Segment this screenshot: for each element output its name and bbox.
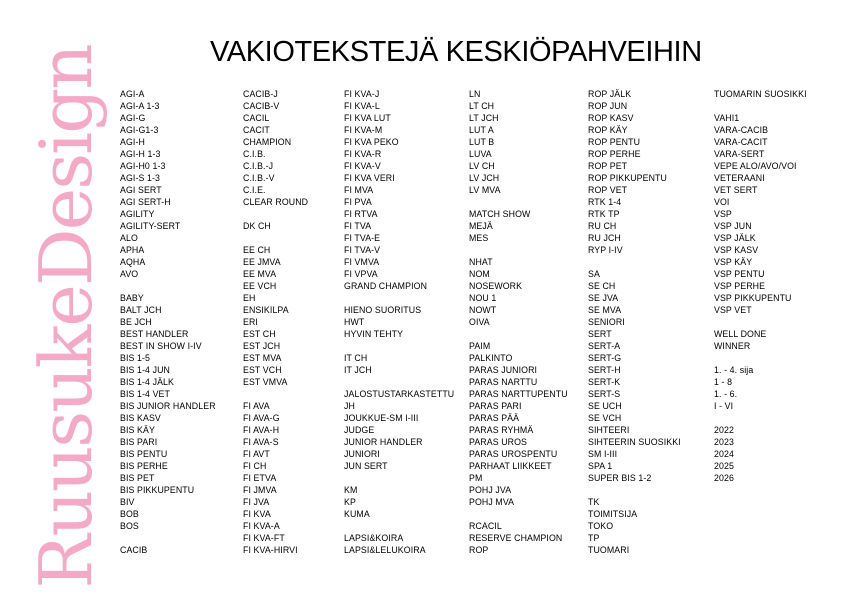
standard-text-item: AGI-G (120, 113, 146, 123)
standard-text-item: CACIT (243, 125, 270, 135)
standard-text-item: JUN SERT (344, 461, 388, 471)
standard-text-item: RESERVE CHAMPION (469, 533, 563, 543)
standard-text-item: LUT A (469, 125, 494, 135)
standard-text-item: PARAS PÄÄ (469, 413, 520, 423)
standard-text-item: TUOMARI (588, 545, 630, 555)
standard-text-item: SM I-III (588, 449, 618, 459)
standard-text-item: BIS PENTU (120, 449, 168, 459)
standard-text-item: RTK TP (588, 209, 620, 219)
standard-text-item: 1 - 8 (714, 377, 733, 387)
standard-text-item: TUOMARIN SUOSIKKI (714, 89, 807, 99)
standard-text-item (243, 388, 308, 400)
standard-text-item: 1. - 6. (714, 389, 738, 399)
standard-text-item: LV CH (469, 161, 495, 171)
standard-text-item: SE MVA (588, 305, 622, 315)
standard-text-item: VSP JÄLK (714, 233, 756, 243)
standard-text-item (714, 316, 807, 328)
standard-text-item: EST CH (243, 329, 276, 339)
standard-text-item: RCACIL (469, 521, 502, 531)
standard-text-item: KM (344, 485, 358, 495)
standard-text-item: KUMA (344, 509, 370, 519)
standard-text-item: BIS 1-4 JÄLK (120, 377, 175, 387)
standard-text-item: EE CH (243, 245, 271, 255)
standard-text-item: AGILITY-SERT (120, 221, 181, 231)
standard-text-item: RU CH (588, 221, 617, 231)
standard-text-item: VSP PIKKUPENTU (714, 293, 792, 303)
standard-text-item: FI KVA VERI (344, 173, 395, 183)
standard-text-item: IT JCH (344, 365, 372, 375)
standard-text-item: CACIL (243, 113, 270, 123)
standard-text-item: 2024 (714, 449, 734, 459)
page-title: VAKIOTEKSTEJÄ KESKIÖPAHVEIHIN (210, 36, 702, 68)
standard-text-item (344, 292, 454, 304)
standard-text-item: ALO (120, 233, 138, 243)
standard-text-item: PARAS JUNIORI (469, 365, 538, 375)
standard-text-item: SIHTEERIN SUOSIKKI (588, 437, 681, 447)
standard-text-item (714, 352, 807, 364)
standard-text-item: FI AVA-H (243, 425, 280, 435)
standard-text-item: FI TVA-E (344, 233, 381, 243)
standard-text-item: EST VCH (243, 365, 282, 375)
standard-text-item: CACIB-V (243, 101, 280, 111)
standard-text-item: PARAS RYHMÄ (469, 425, 534, 435)
standard-text-item: AGI SERT (120, 185, 162, 195)
standard-text-item (344, 520, 454, 532)
standard-text-item: AGI-H (120, 137, 145, 147)
standard-text-item: SA (588, 269, 600, 279)
standard-text-item: 1. - 4. sija (714, 365, 754, 375)
standard-text-item: FI AVT (243, 449, 270, 459)
standard-text-item: ROP JÄLK (588, 89, 632, 99)
standard-text-item: BIS PIKKUPENTU (120, 485, 195, 495)
standard-text-item (469, 244, 568, 256)
standard-text-item: VOI (714, 197, 730, 207)
standard-text-item: FI JVA (243, 497, 270, 507)
standard-text-item: TK (588, 497, 600, 507)
standard-text-item: LUVA (469, 149, 492, 159)
ruusuke-design-logo: RuusukeDesign (24, 45, 108, 589)
standard-text-item: BOS (120, 521, 139, 531)
standard-text-item (714, 100, 807, 112)
standard-text-item: RU JCH (588, 233, 621, 243)
standard-text-item: 2023 (714, 437, 734, 447)
standard-text-item: CLEAR ROUND (243, 197, 309, 207)
standard-text-item: AGI-S 1-3 (120, 173, 161, 183)
standard-text-item: WINNER (714, 341, 751, 351)
standard-text-item: SERT-A (588, 341, 621, 351)
standard-text-item: SIHTEERI (588, 425, 630, 435)
standard-text-item (714, 412, 807, 424)
standard-text-item: VETERAANI (714, 173, 765, 183)
text-column-1 (120, 88, 216, 556)
text-column-3 (344, 88, 454, 556)
standard-text-item: FI AVA (243, 401, 270, 411)
standard-text-item: NOSEWORK (469, 281, 523, 291)
standard-text-item: FI PVA (344, 197, 372, 207)
standard-text-item: FI AVA-G (243, 413, 280, 423)
standard-text-item: VSP KASV (714, 245, 759, 255)
standard-text-item: JUDGE (344, 425, 375, 435)
standard-text-item: FI ETVA (243, 473, 277, 483)
standard-text-item: PARAS NARTTUPENTU (469, 389, 568, 399)
standard-text-item: FI JMVA (243, 485, 277, 495)
standard-text-item (469, 328, 568, 340)
standard-text-item: BIS KASV (120, 413, 161, 423)
standard-text-item: AGI-H0 1-3 (120, 161, 166, 171)
standard-text-item: LV MVA (469, 185, 501, 195)
standard-text-item: LN (469, 89, 481, 99)
standard-text-item: EST MVA (243, 353, 282, 363)
standard-text-item (120, 532, 216, 544)
standard-text-item: AGI-A (120, 89, 145, 99)
standard-text-item: CHAMPION (243, 137, 292, 147)
standard-text-item: PALKINTO (469, 353, 513, 363)
standard-text-item: FI KVA-J (344, 89, 380, 99)
standard-text-item: VSP PERHE (714, 281, 766, 291)
standard-text-item: LAPSI&LELUKOIRA (344, 545, 426, 555)
standard-text-item: FI AVA-S (243, 437, 279, 447)
standard-text-item: SENIORI (588, 317, 625, 327)
standard-text-item: SERT-S (588, 389, 621, 399)
standard-text-item: VAHI1 (714, 113, 740, 123)
standard-text-item: SUPER BIS 1-2 (588, 473, 652, 483)
standard-text-item: JH (344, 401, 355, 411)
standard-text-item: MES (469, 233, 489, 243)
standard-text-item: ERI (243, 317, 258, 327)
standard-text-item: AGI SERT-H (120, 197, 171, 207)
standard-text-item: BIS PET (120, 473, 155, 483)
standard-text-item: FI KVA (243, 509, 271, 519)
standard-text-item: HWT (344, 317, 365, 327)
standard-text-item: PARAS PARI (469, 401, 522, 411)
standard-text-item: OIVA (469, 317, 490, 327)
standard-text-item: EE JMVA (243, 257, 281, 267)
standard-text-item: TOIMITSIJA (588, 509, 638, 519)
standard-text-item: AQHA (120, 257, 146, 267)
standard-text-item: VSP VET (714, 305, 752, 315)
standard-text-item: I - VI (714, 401, 734, 411)
standard-text-item: ROP JUN (588, 101, 628, 111)
standard-text-item: SE JVA (588, 293, 619, 303)
standard-text-item: BIS PERHE (120, 461, 168, 471)
standard-text-item: C.I.E. (243, 185, 266, 195)
standard-text-item: ROP PERHE (588, 149, 641, 159)
standard-text-item: SERT-H (588, 365, 621, 375)
standard-text-item: ROP (469, 545, 489, 555)
standard-text-item: 2022 (714, 425, 734, 435)
standard-text-item: FI MVA (344, 185, 374, 195)
standard-text-item: EST JCH (243, 341, 281, 351)
standard-text-item: PM (469, 473, 483, 483)
standard-text-item: JALOSTUSTARKASTETTU (344, 389, 455, 399)
standard-text-item: SE UCH (588, 401, 622, 411)
standard-text-item: BIS JUNIOR HANDLER (120, 401, 216, 411)
standard-text-item: SERT-K (588, 377, 621, 387)
standard-text-item: FI KVA-V (344, 161, 381, 171)
standard-text-item (344, 376, 454, 388)
standard-text-item: JOUKKUE-SM I-III (344, 413, 419, 423)
standard-text-item: FI TVA (344, 221, 372, 231)
standard-text-item: LUT B (469, 137, 495, 147)
standard-text-item: WELL DONE (714, 329, 767, 339)
standard-text-item: ENSIKILPA (243, 305, 289, 315)
standard-text-item: NOWT (469, 305, 497, 315)
standard-text-item: KP (344, 497, 356, 507)
standard-text-item: BIS 1-5 (120, 353, 151, 363)
standard-text-item: HYVIN TEHTY (344, 329, 404, 339)
standard-text-item: HIENO SUORITUS (344, 305, 422, 315)
standard-text-item: 2026 (714, 473, 734, 483)
standard-text-item (243, 232, 308, 244)
standard-text-item: EH (243, 293, 256, 303)
standard-text-item: ROP KÄY (588, 125, 628, 135)
text-column-5 (588, 88, 681, 556)
standard-text-item: JUNIOR HANDLER (344, 437, 423, 447)
standard-text-item: FI VMVA (344, 257, 380, 267)
standard-text-item: FI KVA-L (344, 101, 380, 111)
standard-text-item: C.I.B. (243, 149, 266, 159)
standard-text-item: MEJÄ (469, 221, 493, 231)
standard-text-item (344, 472, 454, 484)
standard-text-item: PARAS NARTTU (469, 377, 538, 387)
standard-text-item: PARAS UROS (469, 437, 528, 447)
standard-text-item: VSP KÄY (714, 257, 753, 267)
standard-text-item: C.I.B.-V (243, 173, 275, 183)
standard-text-item: 2025 (714, 461, 734, 471)
standard-text-item: GRAND CHAMPION (344, 281, 428, 291)
standard-text-item: ROP PIKKUPENTU (588, 173, 667, 183)
standard-text-item: FI KVA-FT (243, 533, 285, 543)
standard-text-item: VSP JUN (714, 221, 752, 231)
standard-text-item: CACIB-J (243, 89, 278, 99)
standard-text-item: PAIM (469, 341, 491, 351)
standard-text-item (588, 256, 681, 268)
standard-text-item: AGILITY (120, 209, 155, 219)
standard-text-item: POHJ MVA (469, 497, 515, 507)
standard-text-item: VEPE ALO/AVO/VOI (714, 161, 797, 171)
standard-text-item: FI KVA-R (344, 149, 382, 159)
standard-text-item: EST VMVA (243, 377, 288, 387)
standard-text-item: BIV (120, 497, 135, 507)
standard-text-item: APHA (120, 245, 145, 255)
standard-text-item: AGI-A 1-3 (120, 101, 160, 111)
standard-text-item: NHAT (469, 257, 493, 267)
standard-text-item: VSP (714, 209, 732, 219)
standard-text-item: FI VPVA (344, 269, 378, 279)
standard-text-item: CACIB (120, 545, 148, 555)
standard-text-item: BIS PARI (120, 437, 158, 447)
standard-text-item (243, 208, 308, 220)
standard-text-item: PARAS UROSPENTU (469, 449, 558, 459)
standard-text-item: ROP PENTU (588, 137, 641, 147)
standard-text-item: AGI-H 1-3 (120, 149, 161, 159)
standard-text-item: C.I.B.-J (243, 161, 274, 171)
standard-text-item: SERT (588, 329, 612, 339)
standard-text-item: LV JCH (469, 173, 500, 183)
standard-text-item: FI KVA-M (344, 125, 383, 135)
standard-text-item (469, 508, 568, 520)
standard-text-item: BIS 1-4 VET (120, 389, 170, 399)
standard-text-item (120, 280, 216, 292)
standard-text-item: VARA-CACIT (714, 137, 768, 147)
standard-text-item (469, 196, 568, 208)
standard-text-item: FI KVA PEKO (344, 137, 399, 147)
standard-text-item: BIS KÄY (120, 425, 155, 435)
standard-text-item: SE VCH (588, 413, 622, 423)
standard-text-item: RTK 1-4 (588, 197, 622, 207)
standard-text-item (344, 340, 454, 352)
text-column-6 (714, 88, 807, 484)
standard-text-item: SERT-G (588, 353, 622, 363)
text-column-4 (469, 88, 568, 556)
standard-text-item: FI TVA-V (344, 245, 381, 255)
standard-text-item: LAPSI&KOIRA (344, 533, 404, 543)
standard-text-item: DK CH (243, 221, 271, 231)
standard-text-item: TOKO (588, 521, 614, 531)
standard-text-item: BE JCH (120, 317, 152, 327)
standard-text-item: JUNIORI (344, 449, 380, 459)
standard-text-item: BABY (120, 293, 144, 303)
standard-text-item: MATCH SHOW (469, 209, 531, 219)
standard-text-item: VET SERT (714, 185, 758, 195)
standard-text-item: TP (588, 533, 600, 543)
standard-text-item: BALT JCH (120, 305, 162, 315)
standard-text-item: SPA 1 (588, 461, 613, 471)
standard-text-item: RYP I-IV (588, 245, 623, 255)
standard-text-item: BEST IN SHOW I-IV (120, 341, 202, 351)
text-column-2 (243, 88, 308, 556)
standard-text-item: BEST HANDLER (120, 329, 189, 339)
standard-text-item (588, 484, 681, 496)
standard-text-item: ROP PET (588, 161, 628, 171)
standard-text-item: LT JCH (469, 113, 499, 123)
standard-text-item: FI KVA LUT (344, 113, 391, 123)
standard-text-item: POHJ JVA (469, 485, 512, 495)
standard-text-item: IT CH (344, 353, 368, 363)
standard-text-item: NOU 1 (469, 293, 497, 303)
standard-text-item: FI KVA-HIRVI (243, 545, 298, 555)
standard-text-item: PARHAAT LIIKKEET (469, 461, 552, 471)
standard-text-item: LT CH (469, 101, 495, 111)
standard-text-item: VSP PENTU (714, 269, 765, 279)
standard-text-item: VARA-CACIB (714, 125, 769, 135)
standard-text-item: ROP KASV (588, 113, 634, 123)
standard-text-item: FI KVA-A (243, 521, 280, 531)
standard-text-item: FI RTVA (344, 209, 378, 219)
standard-text-item: EE MVA (243, 269, 277, 279)
standard-text-item: SE CH (588, 281, 616, 291)
standard-text-item: EE VCH (243, 281, 277, 291)
standard-text-item: NOM (469, 269, 490, 279)
standard-text-item: AGI-G1-3 (120, 125, 159, 135)
standard-text-item: ROP VET (588, 185, 628, 195)
standard-text-item: VARA-SERT (714, 149, 765, 159)
standard-text-item: AVO (120, 269, 139, 279)
standard-text-item: FI CH (243, 461, 267, 471)
standard-text-item: BOB (120, 509, 139, 519)
standard-text-item: BIS 1-4 JUN (120, 365, 170, 375)
